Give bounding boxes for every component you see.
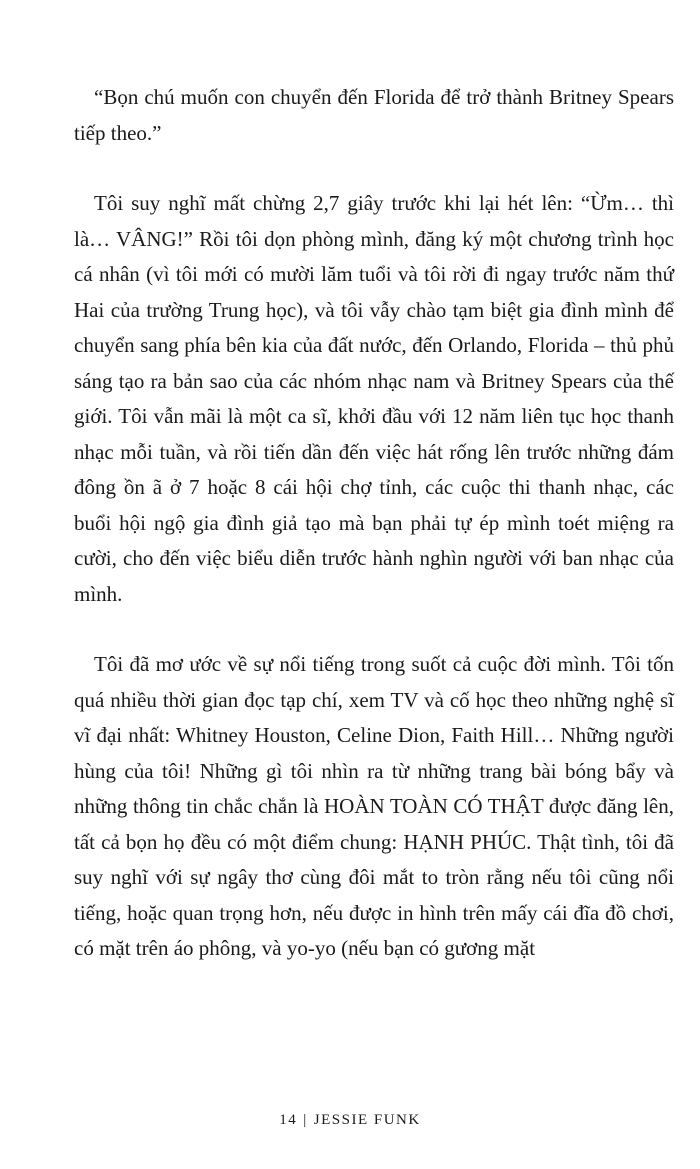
page-footer [0,1112,700,1129]
body-text [74,80,674,967]
paragraph-quote: “Bọn chú muốn con chuyển đến Florida để trở thành Britney Spears tiếp theo.” [74,85,674,145]
running-head-author: JESSIE FUNK [313,1112,421,1128]
paragraph-dream-of-fame: Tôi đã mơ ước về sự nổi tiếng trong suốt cả cuộc đời mình. Tôi tốn quá nhiều thời gian đọc tạp chí, xem TV và cố học theo những nghệ sĩ vĩ đại nhất: Whitney Houston, Celine Dion, Faith Hill… Những người hùng của tôi! Những gì tôi nhìn ra từ những trang bài bóng bẩy và những thông tin chắc chắn là HOÀN TOÀN CÓ THẬT được đăng lên, tất cả bọn họ đều có một điểm chung: HẠNH PHÚC. Thật tình, tôi đã suy nghĩ với sự ngây thơ cùng đôi mắt to tròn rằng nếu tôi cũng nổi tiếng, hoặc quan trọng hơn, nếu được in hình trên mấy cái đĩa đồ chơi, có mặt trên áo phông, và yo-yo (nếu bạn có gương mặt [74,652,674,960]
paragraph-move-to-orlando: Tôi suy nghĩ mất chừng 2,7 giây trước khi lại hét lên: “Ừm… thì là… VÂNG!” Rồi tôi dọn phòng mình, đăng ký một chương trình học cá nhân (vì tôi mới có mười lăm tuổi và tôi rời đi ngay trước năm thứ Hai của trường Trung học), và tôi vẫy chào tạm biệt gia đình mình để chuyển sang phía bên kia của đất nước, đến Orlando, Florida – thủ phủ sáng tạo ra bản sao của các nhóm nhạc nam và Britney Spears của thế giới. Tôi vẫn mãi là một ca sĩ, khởi đầu với 12 năm liên tục học thanh nhạc mỗi tuần, và rồi tiến dần đến việc hát rống lên trước những đám đông ồn ã ở 7 hoặc 8 cái hội chợ tỉnh, các cuộc thi thanh nhạc, các buổi hội ngộ gia đình giả tạo mà bạn phải tự ép mình toét miệng ra cười, cho đến việc biểu diễn trước hành nghìn người với ban nhạc của mình. [74,191,674,606]
page-number: 14 [279,1112,298,1128]
footer-separator: | [303,1112,308,1128]
